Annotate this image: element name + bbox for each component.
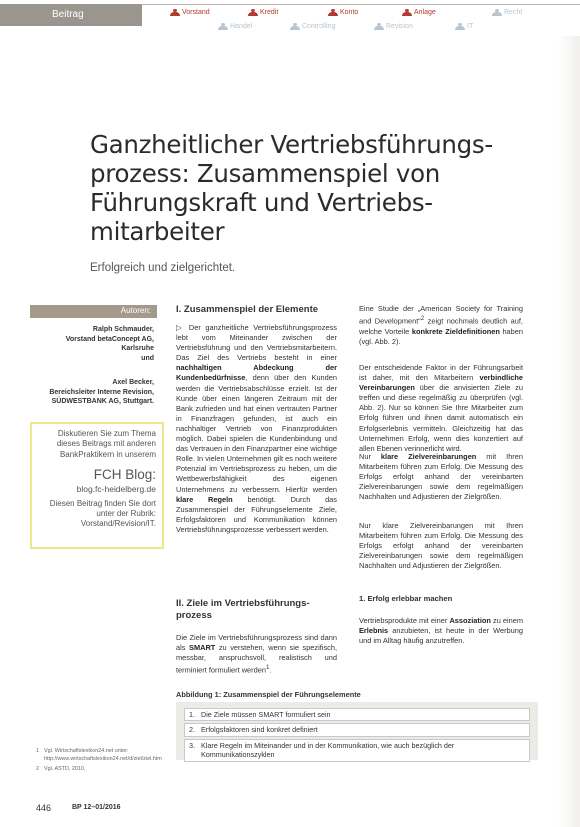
section-1-body: ▷ Der ganzheitliche Vertriebsführungsprozess lebt vom Miteinander zwischen der Vertriebsführung und den Vertriebsmitarbeitern. Das Ziel des Vertriebs besteht in einer nachhaltigen Abdeckung der Kundenbedürfnisse, denn über den Kunden werden die Vertriebsabschlüsse erzielt. Ist der Kunde über einen längeren Zeitraum mit der Bank zufrieden und hat einen vertrauten Partner in Finanzfragen gefunden, ist auch ein nachhaltiger Vertrieb von Finanzprodukten möglich. Dabei spielen die Kundenbindung und das Vertrauen in den Finanzpartner eine wichtige Rolle. In vielen Unternehmen gilt es noch weitere Potenzial im Vertriebsprozess zu heben, um die Wettbewerbsfähigkeit des eigenen Unternehmens zu verbessern. Hierfür werden klare Regeln benötigt. Durch das Zusammenspiel der Führungselemente Ziele, Erfolgsfaktoren und Kommunikation können Vertriebsführungsprozesse verbessert werden.: [176, 323, 337, 534]
footnote-2: 2 Vgl. ASTD, 2010.: [36, 766, 86, 773]
paragraph-marker-icon: ▷: [176, 323, 189, 332]
authors-header: [30, 305, 157, 318]
footnotes: [36, 748, 166, 777]
nav-item-anlage[interactable]: Anlage: [402, 9, 436, 16]
nav-item-revision[interactable]: Revision: [374, 23, 413, 30]
column-2-para-4: Nur klare Zielvereinbarungen mit Ihren Mitarbeitern führen zum Erfolg. Die Messung des Erfolgs erfolgt anhand der vereinbarten Zielvereinbarungen sowie dem regelmäßigen Nachhalten und Adjustieren der Zielgrößen.: [359, 521, 523, 571]
blog-callout: [30, 422, 164, 549]
person-icon: [290, 23, 300, 30]
author-2: Axel Becker, Bereichsleiter Interne Revision, SÜDWESTBANK AG, Stuttgart.: [49, 379, 154, 406]
person-icon: [402, 9, 412, 16]
page-edge-shade: [558, 36, 580, 827]
figure-box: [176, 702, 538, 760]
blog-intro: Diskutieren Sie zum Thema dieses Beitrags mit anderen BankPraktikern in unserem: [56, 429, 156, 459]
footnote-1: 1 Vgl. Wirtschaftslexikon24.net unter: http://www.wirtschaftslexikon24.net/d/ziel/ziel.htm: [36, 748, 162, 762]
nav-item-controlling[interactable]: Controlling: [290, 23, 335, 30]
figure-item: 3. Klare Regeln im Miteinander und in der Kommunikation, wie auch bezüglich der Kommunikationszyklen: [184, 739, 530, 762]
column-2-para-3: Nur klare Zielvereinbarungen mit Ihren Mitarbeitern führen zum Erfolg. Die Messung des Erfolgs erfolgt anhand der vereinbarten Zielvereinbarungen sowie dem regelmäßigen Nachhalten und Adjustieren der Zielgrößen.: [359, 452, 523, 502]
nav-item-handel[interactable]: Handel: [218, 23, 252, 30]
person-icon: [218, 23, 228, 30]
person-icon: [248, 9, 258, 16]
person-icon: [170, 9, 180, 16]
blog-title: FCH Blog:: [93, 466, 156, 482]
figure-item: 1. Die Ziele müssen SMART formuliert sein: [184, 708, 530, 721]
person-icon: [328, 9, 338, 16]
person-icon: [455, 23, 465, 30]
nav-item-recht[interactable]: Recht: [492, 9, 522, 16]
section-heading-1: I. Zusammenspiel der Elemente: [176, 304, 319, 315]
figure-item: 2. Erfolgsfaktoren sind konkret definiert: [184, 723, 530, 736]
nav-item-vorstand[interactable]: Vorstand: [170, 9, 210, 16]
section-heading-2: II. Ziele im Vertriebsführungs-prozess: [176, 598, 310, 621]
nav-item-konto[interactable]: Konto: [328, 9, 358, 16]
subsection-heading-1: 1. Erfolg erlebbar machen: [359, 594, 453, 603]
section-tab: [0, 4, 142, 26]
issue-label: BP 12–01/2016: [72, 804, 121, 811]
nav-item-it[interactable]: IT: [455, 23, 473, 30]
blog-outro: Diesen Beitrag finden Sie dort unter der Rubrik: Vorstand/Revision/IT.: [49, 498, 156, 529]
section-2-body: Die Ziele im Vertriebsführungsprozess sind dann als SMART zu verstehen, wenn sie spezifisch, messbar, anspruchsvoll, realistisch und terminiert formuliert werden$^1$.: [176, 633, 337, 675]
blog-link[interactable]: blog.fc-heidelberg.de: [76, 483, 156, 494]
nav-item-kredit[interactable]: Kredit: [248, 9, 278, 16]
page-number: 446: [36, 803, 52, 813]
column-2-para-1: Eine Studie der „American Society for Training and Development“$^2$ zeigt nochmals deutlich auf, welche Vorteile konkrete Zieldefinitionen haben (vgl. Abb. 2).: [359, 304, 524, 346]
column-2-para-5: Vertriebsprodukte mit einer Assoziation zu einem Erlebnis anzubieten, ist heute in der Werbung und im Alltag häufig anzutreffen.: [359, 616, 524, 646]
column-2-para-2: Der entscheidende Faktor in der Führungsarbeit ist daher, mit den Mitarbeitern verbindliche Vereinbarungen über die anvisierten Ziele zu treffen und diese regelmäßig zu überprüfen (vgl. Abb. 2). Nur so können Sie Ihre Mitarbeiter zum Erfolg führen und ihnen damit automatisch ein Erfolgserlebnis vermitteln. Gleichzeitig hat das Unternehmen Erfolg, wenn dies konzertiert auf allen Ebenen verinnerlicht wird.: [359, 363, 523, 453]
footnote-ref-1[interactable]: 1: [265, 664, 270, 672]
article-subtitle: Erfolgreich und zielgerichtet.: [90, 262, 236, 274]
person-icon: [374, 23, 384, 30]
category-nav-row-2: [150, 23, 570, 37]
article-title: Ganzheitlicher Vertriebsführungs-prozess: Zusammenspiel von Führungskraft und Vertriebs-mitarbeiter: [90, 130, 493, 246]
header-rule: [142, 4, 580, 5]
category-nav-row-1: [150, 9, 570, 23]
author-1: Ralph Schmauder, Vorstand betaConcept AG, Karlsruhe und: [65, 326, 154, 362]
section-label: Beitrag: [52, 9, 84, 20]
footnote-ref-2[interactable]: 2: [420, 315, 425, 323]
page-header: [0, 0, 580, 36]
figure-caption: Abbildung 1: Zusammenspiel der Führungselemente: [176, 690, 361, 699]
authors-label: Autoren:: [120, 306, 151, 315]
person-icon: [492, 9, 502, 16]
